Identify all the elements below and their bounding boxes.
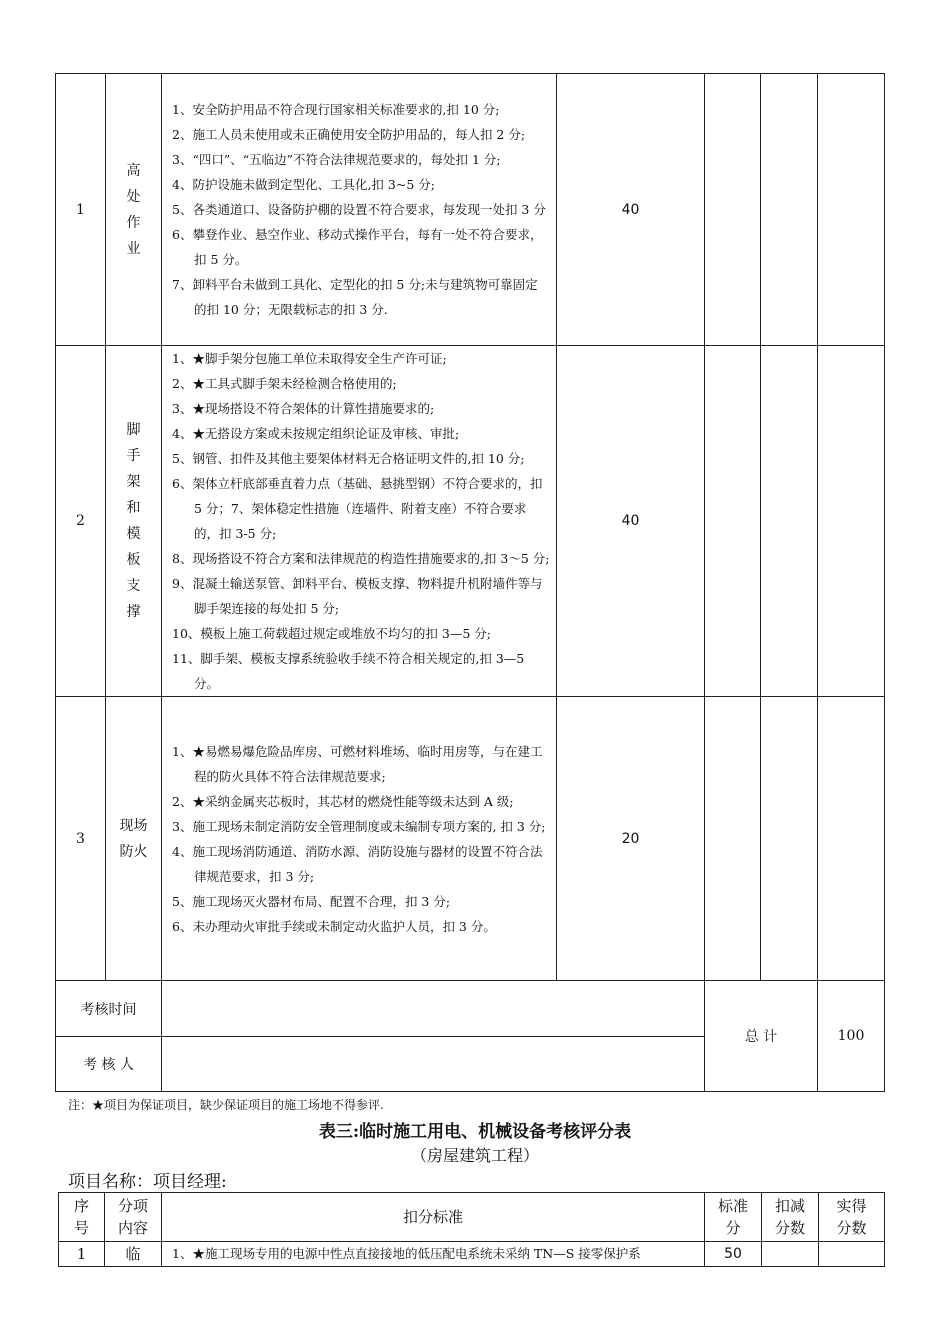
header-deduct: 扣减 分数 <box>762 1193 819 1242</box>
table3-title: 表三:临时施工用电、机械设备考核评分表 <box>318 1122 632 1142</box>
total-value: 100 <box>818 981 885 1092</box>
standard-item: 3、“四口”、“五临边”不符合法律规范要求的，每处扣 1 分; <box>172 152 501 167</box>
project-line: 项目名称：项目经理: <box>68 1172 227 1192</box>
standard-item: 1、★易燃易爆危险品库房、可燃材料堆场、临时用房等，与在建工程的防火具体不符合法律规范要求; <box>172 743 543 784</box>
deduction-cell[interactable] <box>762 1242 819 1267</box>
total-label: 总 计 <box>705 981 818 1092</box>
standard-item: 3、★现场搭设不符合架体的计算性措施要求的; <box>172 401 435 416</box>
header-item: 分项 内容 <box>105 1193 162 1242</box>
standard-item: 6、架体立杆底部垂直着力点（基础、悬挑型钢）不符合要求的，扣 5 分；7、架体稳定性措施（连墙件、附着支座）不符合要求的，扣 3-5 分; <box>172 476 543 541</box>
deduction-cell[interactable] <box>705 697 761 981</box>
row-number: 2 <box>56 346 106 697</box>
table3-row <box>59 1242 885 1267</box>
row-number: 1 <box>56 74 106 346</box>
assessment-time-label: 考核时间 <box>56 981 162 1037</box>
standard-item: 5、施工现场灭火器材布局、配置不合理，扣 3 分; <box>172 893 451 909</box>
header-actual: 实得 分数 <box>819 1193 885 1242</box>
deduction-cell[interactable] <box>705 74 761 346</box>
standard-score: 40 <box>557 74 705 346</box>
standard-item: 2、施工人员未使用或未正确使用安全防护用品的，每人扣 2 分; <box>172 127 526 142</box>
assessor-value[interactable] <box>162 1037 705 1092</box>
extra-cell[interactable] <box>818 74 885 346</box>
assessor-label: 考 核 人 <box>56 1037 162 1092</box>
extra-cell[interactable] <box>818 697 885 981</box>
standard-item: 4、防护设施未做到定型化、工具化,扣 3~5 分; <box>172 177 435 192</box>
assessment-time-value[interactable] <box>162 981 705 1037</box>
standard-item: 5、各类通道口、设备防护棚的设置不符合要求，每发现一处扣 3 分 <box>172 202 546 217</box>
standard-score: 20 <box>557 697 705 981</box>
table-row-fire <box>56 697 885 981</box>
table-note: 注：★项目为保证项目，缺少保证项目的施工场地不得参评. <box>68 1098 384 1112</box>
table-row-high-work <box>56 74 885 346</box>
standard-item: 9、混凝土输送泵管、卸料平台、模板支撑、物料提升机附墙件等与脚手架连接的每处扣 5 分; <box>172 576 543 616</box>
deduction-standard <box>162 697 557 981</box>
table3-subtitle: （房屋建筑工程） <box>410 1146 539 1165</box>
item-name: 临 <box>105 1242 162 1267</box>
deduction-standard: 1、★施工现场专用的电源中性点直接接地的低压配电系统未采纳 TN—S 接零保护系 <box>162 1242 705 1267</box>
assessment-time-row <box>56 981 885 1037</box>
item-name: 现场 防火 <box>106 697 162 981</box>
standard-score: 40 <box>557 346 705 697</box>
standard-item: 4、★无搭设方案或未按规定组织论证及审核、审批; <box>172 426 460 441</box>
header-no: 序 号 <box>59 1193 105 1242</box>
actual-score-cell[interactable] <box>761 74 818 346</box>
actual-score-cell[interactable] <box>761 697 818 981</box>
standard-item: 2、★采纳金属夹芯板时，其芯材的燃烧性能等级未达到 A 级; <box>172 793 514 809</box>
deduction-standard <box>162 74 557 346</box>
deduction-standard <box>162 346 557 697</box>
table3-header-row <box>59 1193 885 1242</box>
deduction-cell[interactable] <box>705 346 761 697</box>
row-number: 1 <box>59 1242 105 1267</box>
standard-item: 11、脚手架、模板支撑系统验收手续不符合相关规定的,扣 3—5 分。 <box>172 651 525 691</box>
assessment-table <box>55 73 885 1092</box>
standard-item: 1、★脚手架分包施工单位未取得安全生产许可证; <box>172 351 447 366</box>
item-name: 脚 手 架 和 模 板 支 撑 <box>106 346 162 697</box>
standard-item: 6、未办理动火审批手续或未制定动火监护人员，扣 3 分。 <box>172 918 496 934</box>
standard-item: 8、现场搭设不符合方案和法律规范的构造性措施要求的,扣 3～5 分; <box>172 551 550 566</box>
standard-score: 50 <box>705 1242 762 1267</box>
standard-item: 10、模板上施工荷载超过规定或堆放不均匀的扣 3—5 分; <box>172 626 491 641</box>
standard-item: 5、钢管、扣件及其他主要架体材料无合格证明文件的,扣 10 分; <box>172 451 525 466</box>
actual-score-cell[interactable] <box>819 1242 885 1267</box>
table-row-scaffold <box>56 346 885 697</box>
standard-item: 3、施工现场未制定消防安全管理制度或未编制专项方案的, 扣 3 分; <box>172 818 546 834</box>
table3 <box>58 1192 885 1267</box>
header-std-score: 标准 分 <box>705 1193 762 1242</box>
standard-item: 6、攀登作业、悬空作业、移动式操作平台，每有一处不符合要求，扣 5 分。 <box>172 227 543 267</box>
extra-cell[interactable] <box>818 346 885 697</box>
standard-item: 2、★工具式脚手架未经检测合格使用的; <box>172 376 397 391</box>
row-number: 3 <box>56 697 106 981</box>
standard-item: 4、施工现场消防通道、消防水源、消防设施与器材的设置不符合法律规范要求，扣 3 分; <box>172 843 543 884</box>
standard-item: 1、安全防护用品不符合现行国家相关标准要求的,扣 10 分; <box>172 102 500 117</box>
standard-item: 7、卸料平台未做到工具化、定型化的扣 5 分;未与建筑物可靠固定的扣 10 分；无限载标志的扣 3 分. <box>172 277 538 317</box>
header-standard: 扣分标准 <box>162 1193 705 1242</box>
item-name: 高 处 作 业 <box>106 74 162 346</box>
actual-score-cell[interactable] <box>761 346 818 697</box>
